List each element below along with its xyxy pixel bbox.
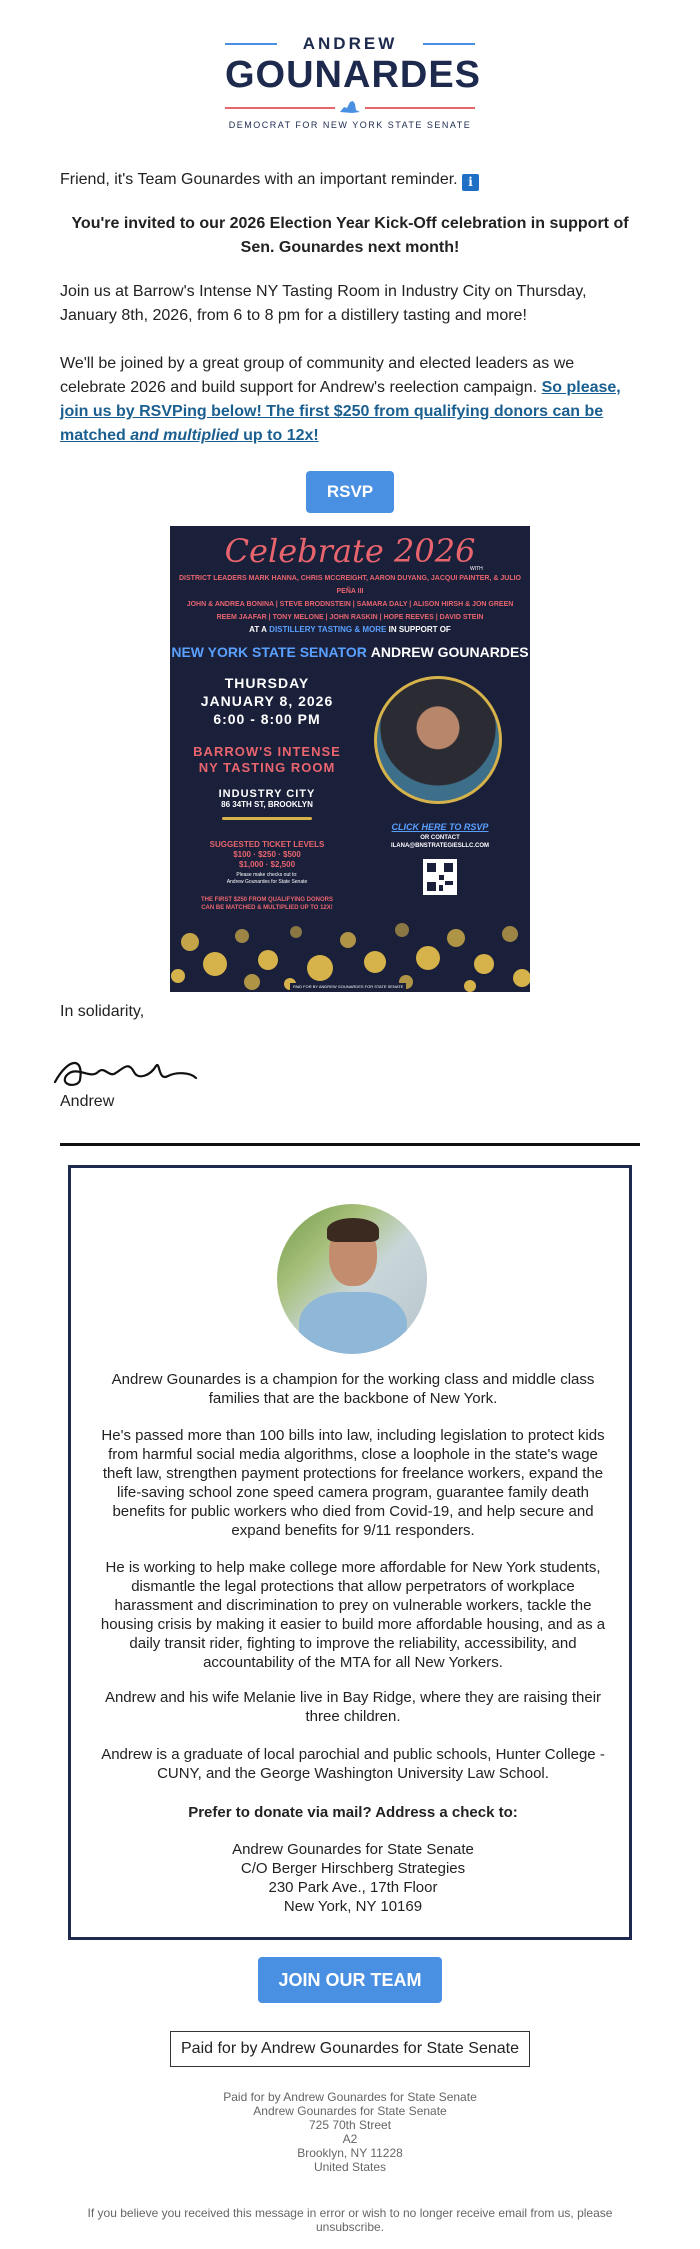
qr-code-icon: [423, 859, 457, 895]
logo-last-name: GOUNARDES: [225, 54, 482, 96]
event-details: Join us at Barrow's Intense NY Tasting Room in Industry City on Thursday, January 8th, 2026, from 6 to 8 pm for a distillery tasting and more!: [60, 283, 587, 324]
flyer-event-block: [192, 674, 342, 912]
flyer-paid-by: PAID FOR BY ANDREW GOUNARDES FOR STATE SENATE: [290, 983, 406, 990]
bio-paragraph: He is working to help make college more affordable for New York students, dismantle the legal protections that allow perpetrators of workplace harassment and discrimination to prey on vulnerable workers, tackle the housing crisis by making it easier to build more affordable housing, and as a daily transit rider, fighting to improve the reliability, accessibility, and accountability of the MTA for all New Yorkers.: [100, 1559, 606, 1671]
bio-paragraph: He's passed more than 100 bills into law, including legislation to protect kids from harmful social media algorithms, close a loophole in the state's wage theft law, strengthen payment protections for freelance workers, expand the life-saving school zone speed camera program, guarantee family death benefits for public workers who died from Covid-19, and help secure and expand benefits for 9/11 responders.: [101, 1427, 605, 1539]
flyer-tickets: SUGGESTED TICKET LEVELS $100 · $250 · $500 $1,000 · $2,500: [209, 840, 325, 869]
paid-for-box: Paid for by Andrew Gounardes for State Senate: [170, 2031, 530, 2067]
bio-paragraph: Andrew Gounardes is a champion for the working class and middle class families that are the backbone of New York.: [111, 1371, 595, 1407]
footer-line: Andrew Gounardes for State Senate: [253, 2104, 447, 2118]
logo-tagline: DEMOCRAT FOR NEW YORK STATE SENATE: [228, 120, 472, 130]
address-line: Andrew Gounardes for State Senate: [232, 1841, 474, 1858]
intro-line: [60, 168, 640, 192]
info-icon: i: [462, 174, 479, 191]
footer-address: [0, 2090, 700, 2174]
campaign-logo: [225, 34, 482, 134]
flyer-time: 6:00 - 8:00 PM: [213, 711, 321, 727]
logo-first-name: ANDREW: [302, 34, 398, 53]
mail-heading: Prefer to donate via mail? Address a check to:: [188, 1804, 518, 1821]
flyer-with: WITH: [470, 566, 483, 572]
bio-box: [68, 1165, 632, 1940]
leaders-text: We'll be joined by a great group of community and elected leaders as we celebrate 2026 and build support for Andrew's reelection campaign.: [60, 355, 575, 396]
footer-line: A2: [342, 2132, 358, 2146]
mail-address: [99, 1840, 607, 1916]
bio-paragraph: Andrew and his wife Melanie live in Bay Ridge, where they are raising their three children.: [104, 1689, 602, 1725]
flyer-title: Celebrate 2026: [224, 532, 476, 570]
address-line: New York, NY 10169: [283, 1898, 423, 1915]
join-team-button[interactable]: JOIN OUR TEAM: [258, 1957, 442, 2003]
rsvp-button[interactable]: RSVP: [306, 471, 394, 513]
unsubscribe-notice[interactable]: If you believe you received this message in error or wish to no longer receive email from us, please unsubscribe.: [87, 2206, 613, 2234]
footer-line: Paid for by Andrew Gounardes for State Senate: [223, 2090, 477, 2104]
invite-heading: You're invited to our 2026 Election Year Kick-Off celebration in support of Sen. Gounardes next month!: [71, 215, 629, 256]
flyer-venue: BARROW'S INTENSE NY TASTING ROOM: [193, 744, 341, 775]
closing: In solidarity,: [60, 1003, 145, 1020]
flyer-city: INDUSTRY CITY: [218, 788, 316, 800]
flyer-street: 86 34TH ST, BROOKLYN: [221, 800, 313, 809]
host-line: DISTRICT LEADERS MARK HANNA, CHRIS MCCREIGHT, AARON DUYANG, JACQUI PAINTER, & JULIO PEÑA III: [179, 575, 521, 595]
address-line: 230 Park Ave., 17th Floor: [268, 1879, 438, 1896]
footer-line: United States: [313, 2160, 387, 2174]
event-flyer[interactable]: [170, 526, 530, 992]
bio-paragraph: Andrew is a graduate of local parochial and public schools, Hunter College - CUNY, and the George Washington University Law School.: [101, 1746, 605, 1782]
flyer-hosts: [170, 572, 530, 624]
flyer-check-note: Please make checks out to: Andrew Gounardes for State Senate: [226, 872, 308, 885]
flyer-support-line: AT A DISTILLERY TASTING & MORE IN SUPPORT OF: [249, 625, 451, 634]
footer-line: Brooklyn, NY 11228: [297, 2146, 403, 2160]
signature-icon: [50, 1046, 200, 1096]
section-divider: [60, 1143, 640, 1146]
signoff-name: Andrew: [60, 1093, 115, 1110]
flyer-contact: OR CONTACT ILANA@BNSTRATEGIESLLC.COM: [390, 835, 490, 849]
flyer-portrait: [374, 676, 502, 804]
intro-text: Friend, it's Team Gounardes with an important reminder.: [60, 171, 458, 188]
rsvp-link[interactable]: So please, join us by RSVPing below! The first $250 from qualifying donors can be matched and multiplied up to 12x!: [60, 379, 621, 444]
leaders-paragraph: [60, 352, 640, 448]
confetti-dots: [170, 902, 530, 992]
flyer-date: JANUARY 8, 2026: [200, 693, 334, 709]
logo-red-rule-right: [365, 107, 475, 109]
host-line: REEM JAAFAR | TONY MELONE | JOHN RASKIN | HOPE REEVES | DAVID STEIN: [216, 614, 484, 621]
candidate-photo: [277, 1204, 427, 1354]
footer-line: 725 70th Street: [308, 2118, 392, 2132]
address-line: C/O Berger Hirschberg Strategies: [240, 1860, 466, 1877]
flyer-day: THURSDAY: [224, 675, 310, 691]
flyer-gold-divider: [222, 817, 312, 820]
flyer-match-note: THE FIRST $250 FROM QUALIFYING DONORS CAN BE MATCHED & MULTIPLIED UP TO 12X!: [200, 897, 333, 911]
flyer-rsvp-link[interactable]: CLICK HERE TO RSVP: [391, 822, 489, 832]
logo-red-rule-left: [225, 107, 335, 109]
host-line: JOHN & ANDREA BONINA | STEVE BRODNSTEIN | SAMARA DALY | ALISON HIRSH & JON GREEN: [186, 601, 514, 608]
new-york-state-icon: [338, 99, 362, 115]
flyer-senator: NEW YORK STATE SENATOR ANDREW GOUNARDES: [171, 644, 529, 660]
